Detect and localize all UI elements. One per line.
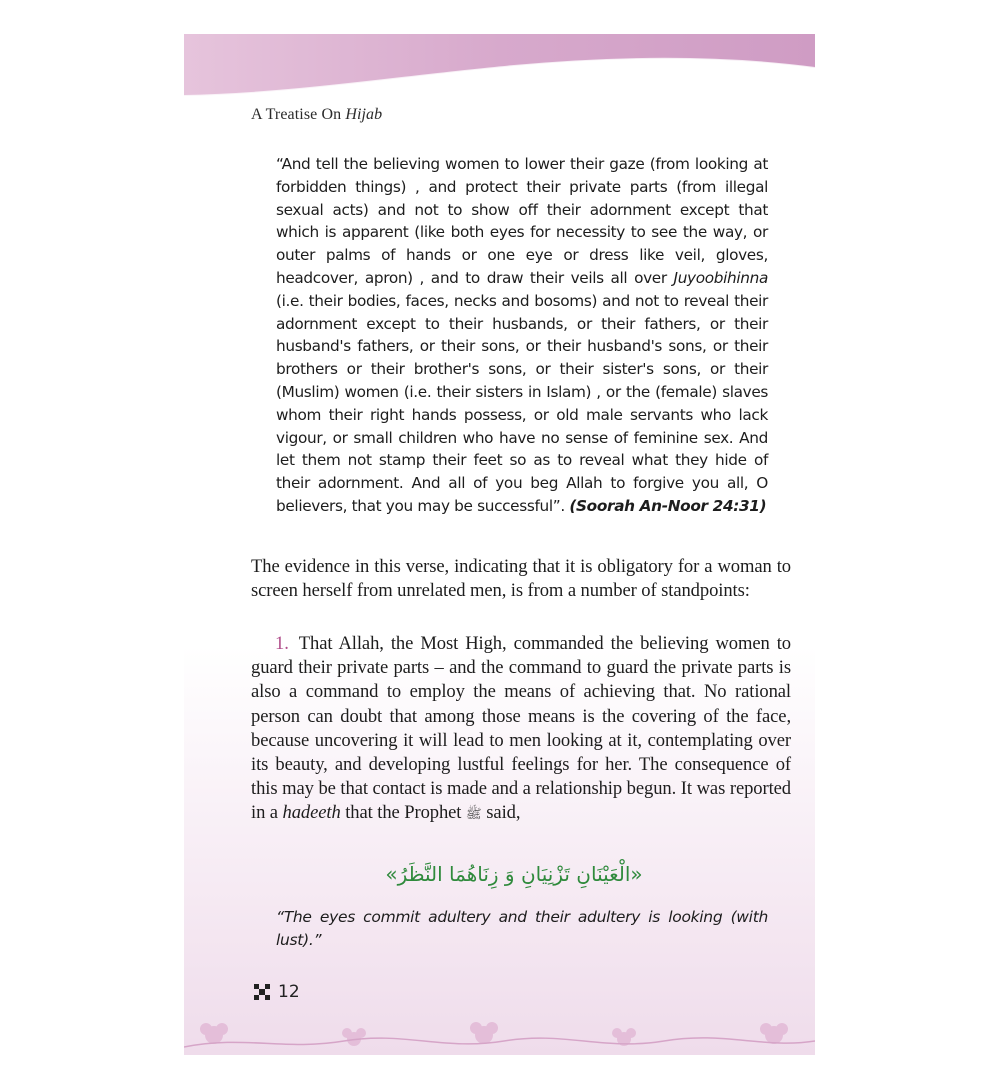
running-head: A Treatise On Hijab <box>251 106 383 123</box>
quran-quote: “And tell the believing women to lower their gaze (from looking at forbidden things) , and protect their private parts (from illegal sexual acts) and not to show off their adornment except that which is apparent (like both eyes for necessity to see the way, or outer palms of hands or one eye or dress like veil, gloves, headcover, apron) , and to draw their veils all over Juyoobihinna (i.e. their bodies, faces, necks and bosoms) and not to reveal their adornment except to their husbands, or their fathers, or their husband's fathers, or their sons, or their husband's sons, or their brothers or their brother's sons, or their sister's sons, or their (Muslim) women (i.e. their sisters in Islam) , or the (female) slaves whom their right hands possess, or old male servants who lack vigour, or small children who have no sense of feminine sex. And let them not stamp their feet so as to reveal what they hide of their adornment. And all of you beg Allah to forgive you all, O believers, that you may be successful”. (Soorah An-Noor 24:31) <box>276 155 768 515</box>
point-number: 1. <box>275 633 289 654</box>
hadith-translation: “The eyes commit adultery and their adultery is looking (with lust).” <box>276 908 768 949</box>
book-page <box>184 34 815 1055</box>
quote-italic-term: Juyoobihinna <box>673 268 768 287</box>
hadith-arabic: «الْعَيْنَانِ تَزْنِيَانِ وَ زِنَاهُمَا النَّظَرُ» <box>385 862 643 886</box>
point-italic-term: hadeeth <box>282 802 341 824</box>
point-1: 1. That Allah, the Most High, commanded the believing women to guard their private parts – and the command to guard the private parts is also a command to employ the means of achieving that. No rational person can doubt that among those means is the covering of the face, because uncovering it will lead to men looking at it, contemplating over its beauty, and developing lustful feelings for her. The consequence of this may be that contact is made and a relationship begun. It was reported in a hadeeth that the Prophet ﷺ said, <box>251 633 791 824</box>
decorative-header-band <box>184 34 815 144</box>
paragraph-evidence: The evidence in this verse, indicating that it is obligatory for a woman to screen herself from unrelated men, is from a number of standpoints: <box>251 556 791 602</box>
honorific-symbol: ﷺ <box>465 806 482 822</box>
running-head-italic: Hijab <box>345 106 383 123</box>
page-number-text: 12 <box>278 982 300 1002</box>
floral-border <box>184 995 815 1055</box>
quote-reference: (Soorah An-Noor 24:31) <box>569 496 767 515</box>
